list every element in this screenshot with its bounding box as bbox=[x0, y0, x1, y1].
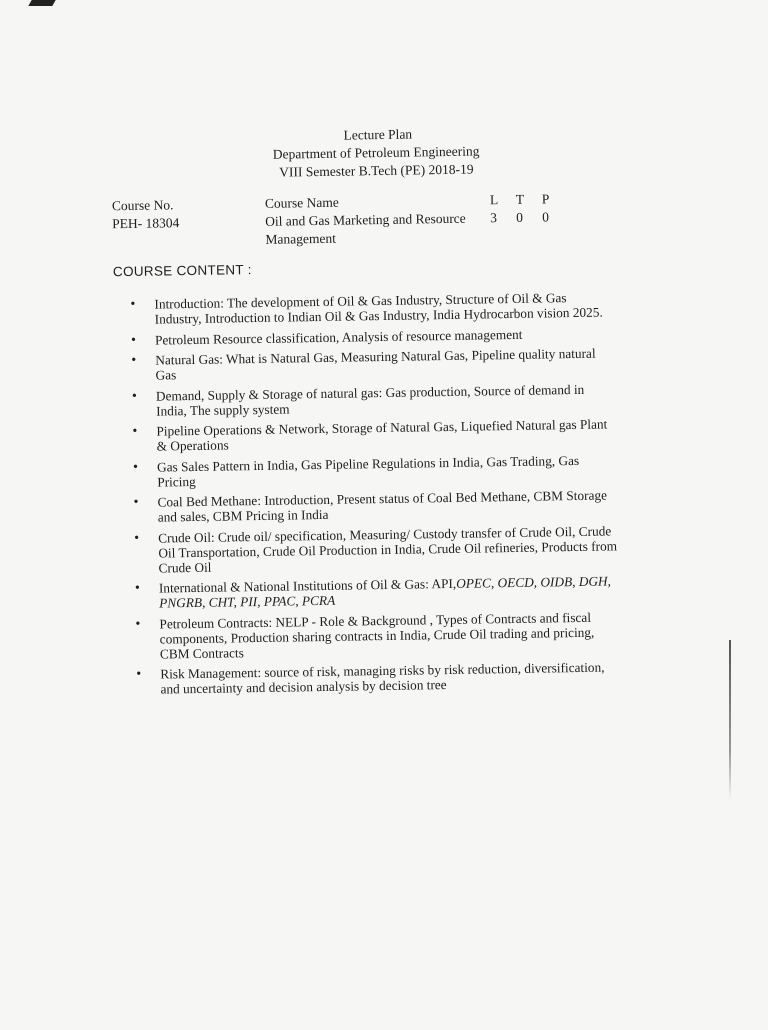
tutorial-label: T bbox=[515, 191, 525, 207]
course-content-heading: COURSE CONTENT : bbox=[112, 262, 252, 280]
course-name-value: Oil and Gas Marketing and Resource Management bbox=[265, 210, 466, 247]
document-header bbox=[0, 120, 756, 186]
lecture-label: L bbox=[489, 192, 499, 208]
topic-item: • Coal Bed Methane: Introduction, Present status of Coal Bed Methane, CBM Storage and sales, CBM Pricing in India bbox=[133, 487, 619, 525]
course-name-label: Course Name bbox=[264, 194, 339, 211]
practical-label: P bbox=[541, 191, 550, 207]
practical-value: 0 bbox=[542, 209, 550, 225]
course-number-block bbox=[112, 195, 243, 233]
semester-line: VIII Semester B.Tech (PE) 2018-19 bbox=[279, 161, 474, 180]
topic-list bbox=[130, 289, 622, 702]
lecture-plan-title: Lecture Plan bbox=[343, 126, 413, 143]
department-name: Department of Petroleum Engineering bbox=[272, 143, 480, 162]
topic-item: • Petroleum Resource classification, Analysis of resource management bbox=[131, 325, 617, 348]
topic-item: • Gas Sales Pattern in India, Gas Pipeline Regulations in India, Gas Trading, Gas Pricing bbox=[133, 452, 619, 490]
lecture-value: 3 bbox=[490, 210, 498, 226]
topic-item: • Natural Gas: What is Natural Gas, Measuring Natural Gas, Pipeline quality natural Gas bbox=[131, 345, 617, 383]
course-no-label: Course No. bbox=[111, 197, 174, 214]
topic-item: • International & National Institutions of Oil & Gas: API,OPEC, OECD, OIDB, DGH, PNGRB, CHT, PII, PPAC, PCRA bbox=[135, 573, 621, 611]
topic-item: • Crude Oil: Crude oil/ specification, Measuring/ Custody transfer of Crude Oil, Crude Oil Transportation, Crude Oil Production in India, Crude Oil refineries, Products from Crude Oil bbox=[134, 523, 621, 576]
topic-item: • Petroleum Contracts: NELP - Role & Background , Types of Contracts and fiscal components, Production sharing contracts in India, Crude Oil trading and pricing, CBM Contracts bbox=[135, 609, 622, 662]
tutorial-value: 0 bbox=[516, 209, 524, 225]
course-name-block bbox=[265, 191, 486, 248]
topic-item: • Introduction: The development of Oil & Gas Industry, Structure of Oil & Gas Industry, Introduction to Indian Oil & Gas Industry, India Hydrocarbon vision 2025. bbox=[130, 289, 616, 327]
topic-item: • Demand, Supply & Storage of natural gas: Gas production, Source of demand in India, The supply system bbox=[132, 381, 618, 419]
topic-item: • Risk Management: source of risk, managing risks by risk reduction, diversification, and uncertainty and decision analysis by decision tree bbox=[136, 659, 622, 697]
topic-item: • Pipeline Operations & Network, Storage of Natural Gas, Liquefied Natural gas Plant & Operations bbox=[132, 416, 618, 454]
course-no-value: PEH- 18304 bbox=[112, 215, 180, 232]
ltp-block bbox=[490, 190, 571, 227]
